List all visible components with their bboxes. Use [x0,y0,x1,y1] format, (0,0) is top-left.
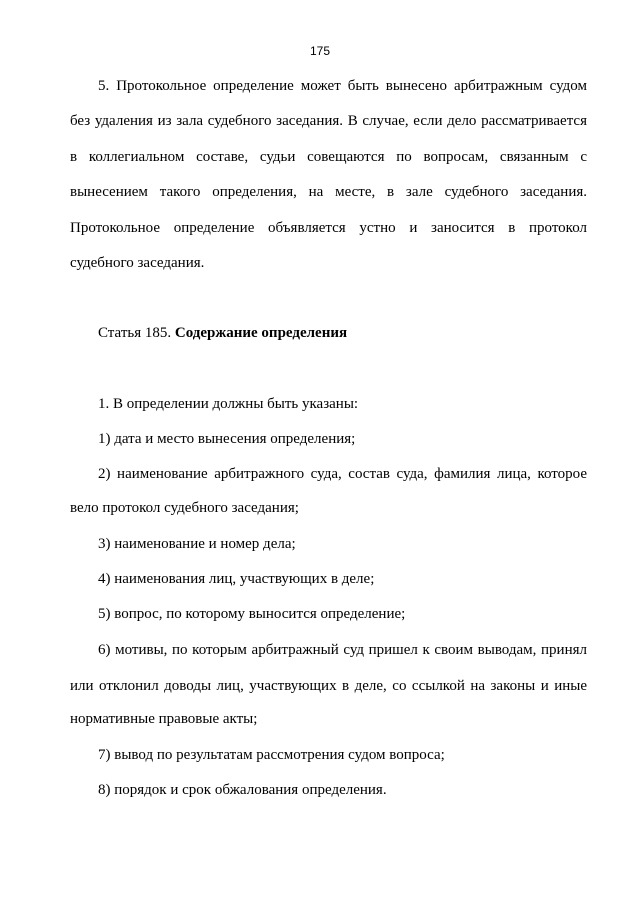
list-item: 4) наименования лиц, участвующих в деле; [98,571,375,587]
paragraph-line: вынесением такого определения, на месте, в зале судебного заседания. [70,184,587,200]
list-item-continuation: или отклонил доводы лиц, участвующих в деле, со ссылкой на законы и иные [70,678,587,694]
paragraph-line: 5. Протокольное определение может быть вынесено арбитражным судом [98,78,587,94]
article-heading [98,323,587,343]
list-intro: 1. В определении должны быть указаны: [98,396,359,412]
paragraph-line: судебного заседания. [70,255,205,271]
list-item: 1) дата и место вынесения определения; [98,431,356,447]
article-number: Статья 185. [98,325,172,341]
page-number: 175 [309,44,331,58]
paragraph-line: без удаления из зала судебного заседания. В случае, если дело рассматривается [70,113,587,129]
list-item: 2) наименование арбитражного суда, состав суда, фамилия лица, которое [98,466,587,482]
article-title: Содержание определения [174,325,348,341]
list-item: 3) наименование и номер дела; [98,536,296,552]
list-item: 5) вопрос, по которому выносится определение; [98,606,406,622]
list-item-continuation: нормативные правовые акты; [70,711,258,727]
list-item: 7) вывод по результатам рассмотрения судом вопроса; [98,747,445,763]
list-item: 6) мотивы, по которым арбитражный суд пришел к своим выводам, принял [98,642,587,658]
paragraph-line: в коллегиальном составе, судьи совещаются по вопросам, связанным с [70,149,587,165]
paragraph-line: Протокольное определение объявляется устно и заносится в протокол [70,220,587,236]
list-item: 8) порядок и срок обжалования определения. [98,782,387,798]
list-item-continuation: вело протокол судебного заседания; [70,500,299,516]
